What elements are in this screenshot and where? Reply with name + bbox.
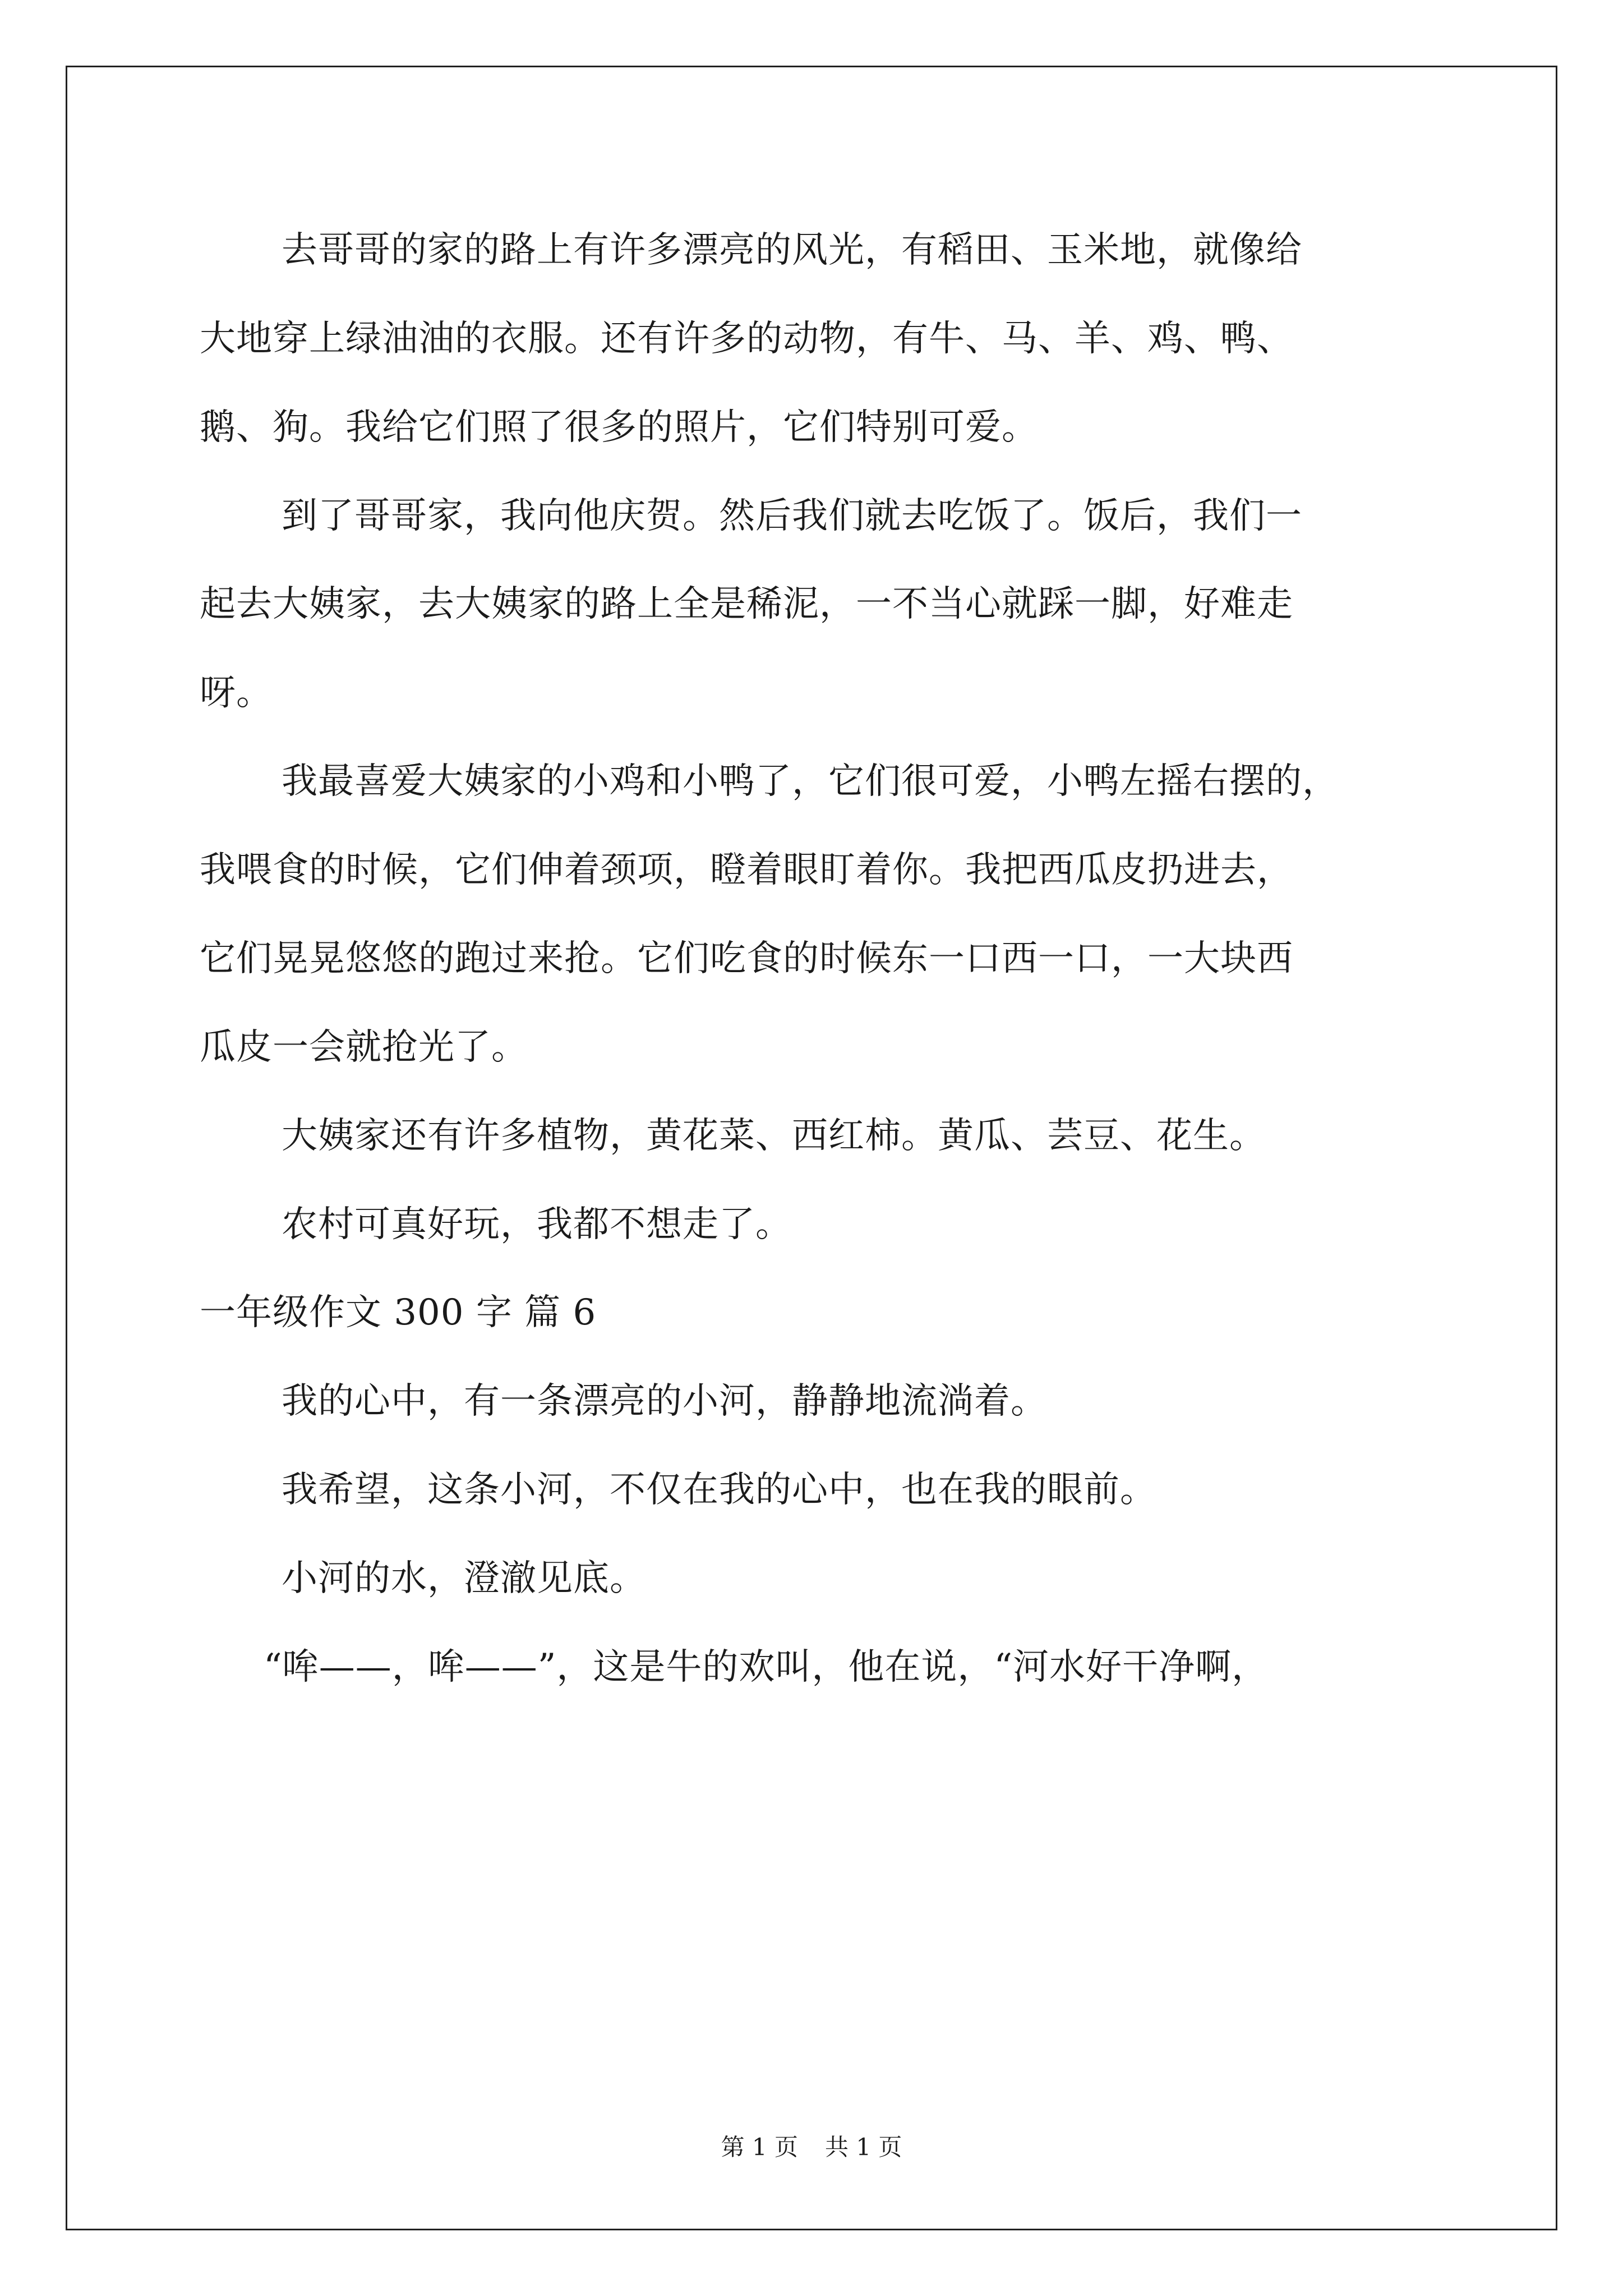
text-line: 大姨家还有许多植物，黄花菜、西红柿。黄瓜、芸豆、花生。 [282,1115,1266,1157]
text-line: 我最喜爱大姨家的小鸡和小鸭了，它们很可爱，小鸭左摇右摆的， [282,761,1339,802]
text-line: 呀。 [200,672,273,714]
page-total: 共 1 页 [825,2133,902,2161]
text-line: 瓜皮一会就抢光了。 [200,1027,528,1068]
text-line: 大地穿上绿油油的衣服。还有许多的动物，有牛、马、羊、鸡、鸭、 [200,318,1293,360]
text-line: 到了哥哥家，我向他庆贺。然后我们就去吃饭了。饭后，我们一 [282,495,1302,537]
section-heading: 一年级作文 300 字 篇 6 [200,1292,597,1333]
page-number: 第 1 页 [721,2133,798,2161]
text-line: 小河的水，澄澈见底。 [282,1558,646,1599]
text-line: 去哥哥的家的路上有许多漂亮的风光，有稻田、玉米地，就像给 [282,229,1302,271]
text-line: 起去大姨家，去大姨家的路上全是稀泥，一不当心就踩一脚，好难走 [200,583,1293,625]
text-line: 它们晃晃悠悠的跑过来抢。它们吃食的时候东一口西一口，一大块西 [200,938,1293,979]
text-line: 鹅、狗。我给它们照了很多的照片，它们特别可爱。 [200,407,1038,448]
page-footer [0,2131,1623,2164]
text-line: 农村可真好玩，我都不想走了。 [282,1204,792,1245]
text-line: 我的心中，有一条漂亮的小河，静静地流淌着。 [282,1381,1047,1422]
text-line: “哞——，哞——”，这是牛的欢叫，他在说，“河水好干净啊， [264,1646,1269,1688]
text-line: 我喂食的时候，它们伸着颈项，瞪着眼盯着你。我把西瓜皮扔进去， [200,849,1293,891]
text-line: 我希望，这条小河，不仅在我的心中，也在我的眼前。 [282,1469,1156,1511]
